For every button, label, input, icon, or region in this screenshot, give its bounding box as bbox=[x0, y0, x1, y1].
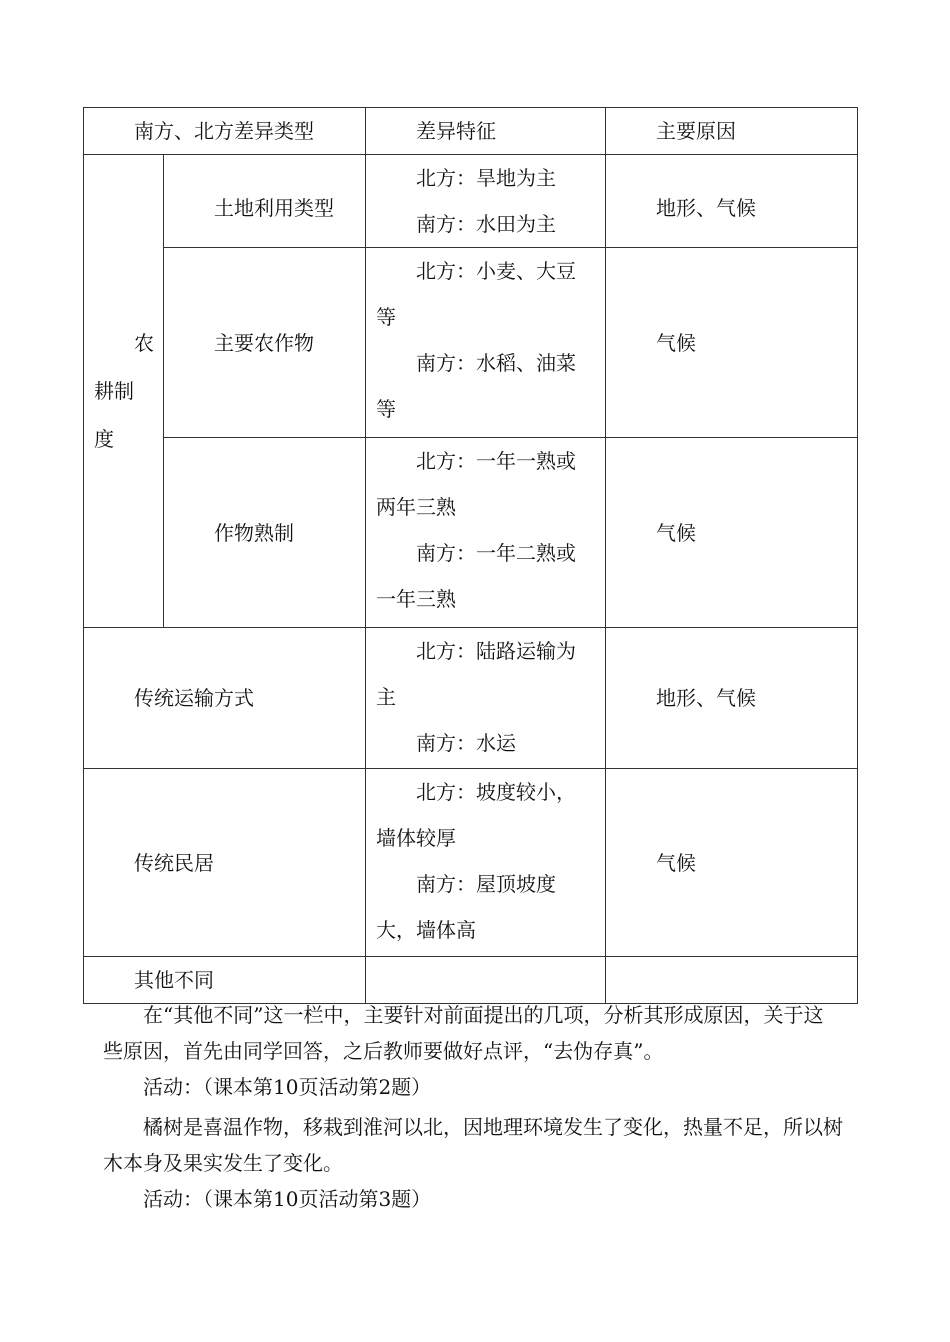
table-row bbox=[84, 628, 858, 769]
row-reason-dwellings: 气候 bbox=[606, 769, 858, 957]
row-features-crops bbox=[366, 248, 606, 438]
row-reason-land-use: 地形、气候 bbox=[606, 155, 858, 248]
row-reason-maturity: 气候 bbox=[606, 438, 858, 628]
row-type-maturity: 作物熟制 bbox=[164, 438, 366, 628]
paragraph-other-differences: 在“其他不同”这一栏中，主要针对前面提出的几项，分析其形成原因，关于这些原因，首先由同学回答，之后教师要做好点评，“去伪存真”。 bbox=[103, 1003, 824, 1063]
feature-south-line-2: 大，墙体高 bbox=[376, 918, 476, 942]
table-row bbox=[84, 248, 858, 438]
row-type-other: 其他不同 bbox=[84, 957, 366, 1004]
feature-south: 南方：水田为主 bbox=[416, 212, 556, 236]
row-type-transport: 传统运输方式 bbox=[84, 628, 366, 769]
feature-north-line-1: 北方：坡度较小， bbox=[416, 780, 576, 804]
feature-north-line-2: 主 bbox=[376, 685, 396, 709]
feature-south-line-1: 南方：屋顶坡度 bbox=[416, 872, 556, 896]
feature-north-line-2: 等 bbox=[376, 305, 396, 329]
row-features-dwellings bbox=[366, 769, 606, 957]
row-type-crops: 主要农作物 bbox=[164, 248, 366, 438]
feature-south-line-1: 南方：水运 bbox=[416, 731, 516, 755]
row-type-land-use: 土地利用类型 bbox=[164, 155, 366, 248]
feature-south-line-2: 等 bbox=[376, 397, 396, 421]
row-features-maturity bbox=[366, 438, 606, 628]
feature-north-line-2: 两年三熟 bbox=[376, 495, 456, 519]
feature-south-line-1: 南方：水稻、油菜 bbox=[416, 351, 576, 375]
feature-north-line-1: 北方：小麦、大豆 bbox=[416, 259, 576, 283]
row-features-land-use bbox=[366, 155, 606, 248]
paragraph-activity-2: 活动：（课本第10页活动第2题） bbox=[143, 1075, 432, 1099]
row-type-dwellings: 传统民居 bbox=[84, 769, 366, 957]
header-type: 南方、北方差异类型 bbox=[84, 108, 366, 155]
comparison-table bbox=[83, 107, 858, 1004]
table-header-row bbox=[84, 108, 858, 155]
feature-south-line-1: 南方：一年二熟或 bbox=[416, 541, 576, 565]
farming-system-label bbox=[84, 155, 164, 628]
farming-label-line-3: 度 bbox=[94, 427, 114, 451]
header-feature: 差异特征 bbox=[366, 108, 606, 155]
header-reason: 主要原因 bbox=[606, 108, 858, 155]
paragraph-orange-tree: 橘树是喜温作物，移栽到淮河以北，因地理环境发生了变化，热量不足，所以树木本身及果实发生了变化。 bbox=[103, 1115, 843, 1175]
farming-label-line-1: 农 bbox=[134, 331, 154, 355]
feature-north: 北方：旱地为主 bbox=[416, 166, 556, 190]
feature-north-line-1: 北方：陆路运输为 bbox=[416, 639, 576, 663]
row-features-transport bbox=[366, 628, 606, 769]
paragraph-activity-3: 活动：（课本第10页活动第3题） bbox=[143, 1187, 432, 1211]
feature-north-line-1: 北方：一年一熟或 bbox=[416, 449, 576, 473]
table-row bbox=[84, 769, 858, 957]
table-row bbox=[84, 438, 858, 628]
farming-label-line-2: 耕制 bbox=[94, 379, 134, 403]
table-row bbox=[84, 155, 858, 248]
row-reason-crops: 气候 bbox=[606, 248, 858, 438]
feature-north-line-2: 墙体较厚 bbox=[376, 826, 456, 850]
feature-south-line-2: 一年三熟 bbox=[376, 587, 456, 611]
row-reason-transport: 地形、气候 bbox=[606, 628, 858, 769]
